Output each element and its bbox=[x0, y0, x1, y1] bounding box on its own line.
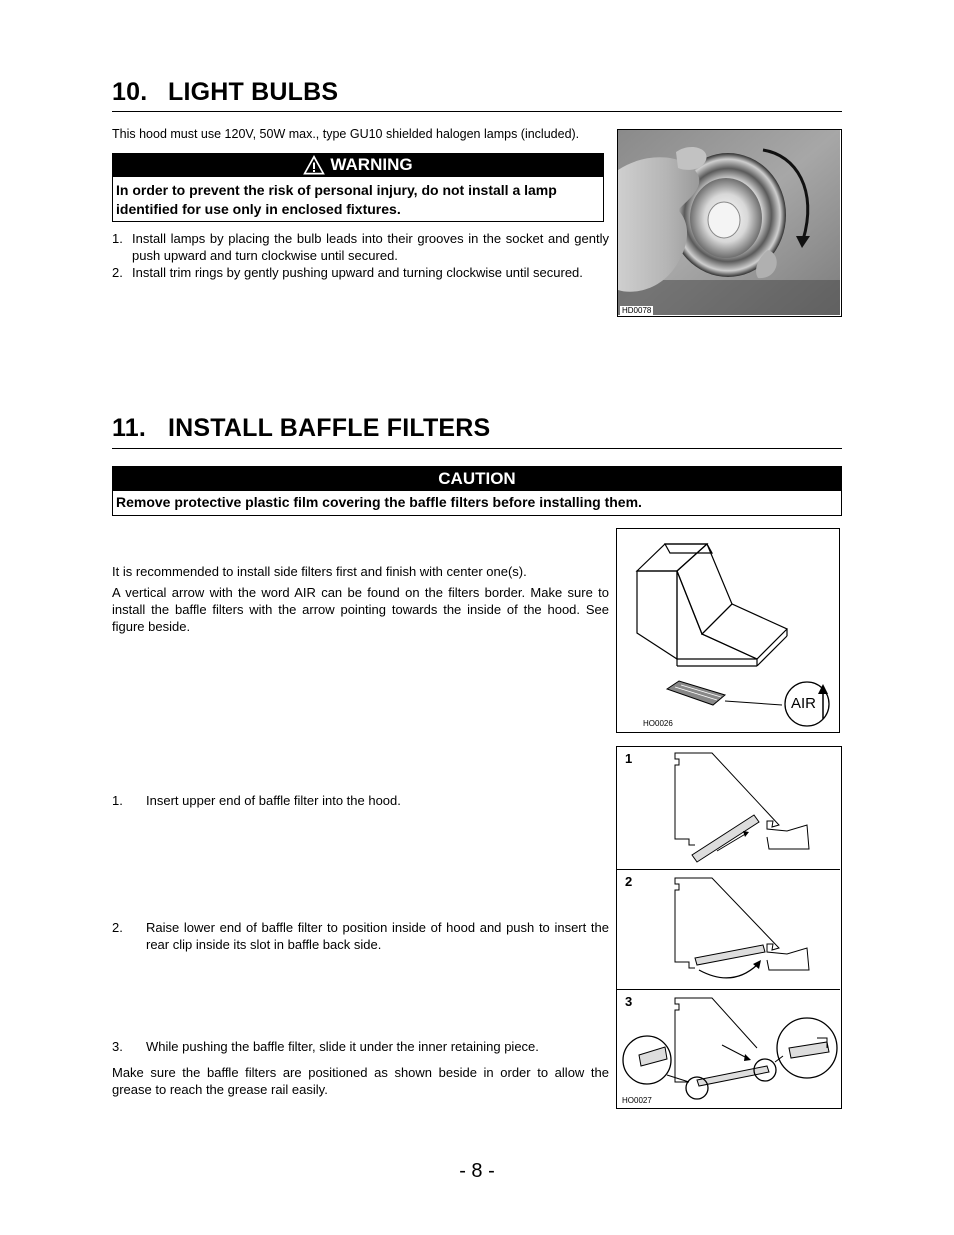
section-10-steps bbox=[112, 230, 609, 281]
hood-section-illustration bbox=[617, 990, 840, 1108]
step-text: Install lamps by placing the bulb leads into their grooves in the socket and gently push upward and turn clockwise until secured. bbox=[132, 231, 609, 263]
baffle-filter-small bbox=[667, 681, 725, 705]
step-number: 1. bbox=[112, 793, 123, 808]
section-11-number: 11. bbox=[112, 414, 146, 442]
step-number: 3. bbox=[112, 1039, 123, 1054]
filter-step-3 bbox=[112, 1038, 609, 1055]
caution-header bbox=[112, 466, 842, 491]
air-label: AIR bbox=[791, 695, 817, 712]
section-11-title: INSTALL BAFFLE FILTERS bbox=[168, 414, 491, 442]
caution-box bbox=[112, 466, 842, 516]
figure-panel-2 bbox=[617, 870, 840, 990]
step-number: 2. bbox=[112, 265, 123, 280]
hood-figure-code: HO0026 bbox=[643, 719, 673, 728]
step-number: 2. bbox=[112, 920, 123, 935]
steps-figure-code: HO0027 bbox=[622, 1096, 652, 1105]
warning-header bbox=[112, 153, 604, 177]
panel-number: 2 bbox=[625, 874, 633, 889]
filter-step-1 bbox=[112, 792, 609, 809]
filters-para-2: A vertical arrow with the word AIR can be found on the filters border. Make sure to install the baffle filters with the arrow pointing towards the inside of the hood. See figure beside. bbox=[112, 585, 609, 634]
lamp-hand-illustration bbox=[618, 130, 840, 315]
hood-section-illustration bbox=[617, 870, 840, 989]
step-number: 1. bbox=[112, 231, 123, 246]
warning-text: In order to prevent the risk of personal injury, do not install a lamp identified for use only in enclosed fixtures. bbox=[112, 177, 604, 222]
section-11-heading bbox=[112, 414, 842, 449]
filters-para-1: It is recommended to install side filters first and finish with center one(s). bbox=[112, 564, 527, 579]
warning-label: WARNING bbox=[330, 155, 413, 174]
filter-step-2 bbox=[112, 919, 609, 953]
step-text: Install trim rings by gently pushing upward and turning clockwise until secured. bbox=[132, 265, 583, 280]
warning-triangle-icon bbox=[303, 155, 325, 175]
section-10-title: LIGHT BULBS bbox=[168, 78, 339, 106]
caution-label: CAUTION bbox=[438, 468, 516, 488]
figure-panel-3 bbox=[617, 990, 840, 1108]
photo-code: HD0078 bbox=[622, 306, 652, 315]
section-10-intro: This hood must use 120V, 50W max., type GU10 shielded halogen lamps (included). bbox=[112, 127, 580, 141]
install-steps-figure bbox=[616, 746, 842, 1109]
step-text: Insert upper end of baffle filter into the hood. bbox=[146, 793, 401, 808]
warning-box bbox=[112, 153, 604, 222]
closing-note: Make sure the baffle filters are positioned as shown beside in order to allow the grease to reach the grease rail easily. bbox=[112, 1065, 609, 1097]
panel-number: 1 bbox=[625, 751, 633, 766]
section-10-number: 10. bbox=[112, 78, 148, 106]
list-item bbox=[112, 230, 609, 264]
page-number: - 8 - bbox=[459, 1160, 495, 1182]
hood-section-illustration bbox=[617, 747, 840, 869]
figure-panel-1 bbox=[617, 747, 840, 870]
step-text: While pushing the baffle filter, slide it under the inner retaining piece. bbox=[146, 1039, 539, 1054]
lamp-install-photo bbox=[617, 129, 842, 317]
list-item bbox=[112, 264, 609, 281]
section-10-heading bbox=[112, 78, 842, 112]
step-text: Raise lower end of baffle filter to position inside of hood and push to insert the rear clip inside its slot in baffle back side. bbox=[146, 920, 609, 952]
caution-text: Remove protective plastic film covering the baffle filters before installing them. bbox=[112, 491, 842, 516]
hood-air-figure bbox=[616, 528, 840, 733]
panel-number: 3 bbox=[625, 994, 633, 1009]
